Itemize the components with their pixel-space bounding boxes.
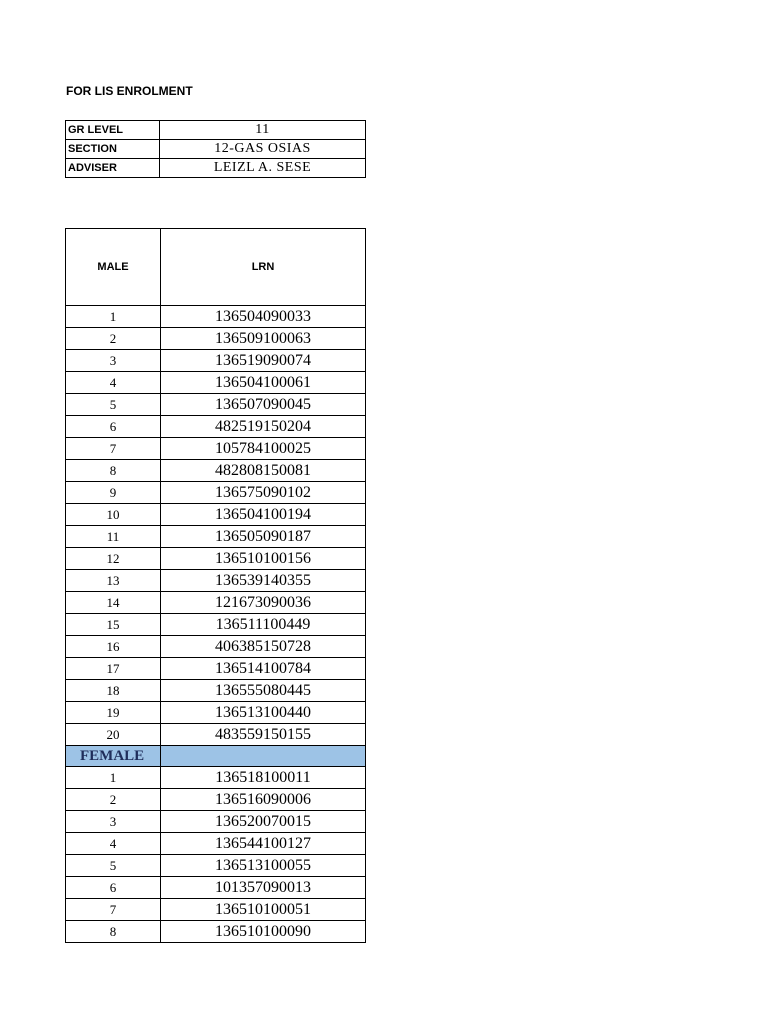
lrn-value: 136519090074 <box>161 350 366 372</box>
lrn-value: 406385150728 <box>161 636 366 658</box>
row-number: 20 <box>66 724 161 746</box>
male-row <box>66 438 366 460</box>
row-number: 15 <box>66 614 161 636</box>
row-number: 5 <box>66 855 161 877</box>
lrn-value: 136511100449 <box>161 614 366 636</box>
female-section-header <box>66 746 366 767</box>
lrn-value: 136513100055 <box>161 855 366 877</box>
row-number: 12 <box>66 548 161 570</box>
male-row <box>66 614 366 636</box>
row-number: 19 <box>66 702 161 724</box>
lrn-value: 136510100051 <box>161 899 366 921</box>
lrn-value: 105784100025 <box>161 438 366 460</box>
lrn-value: 136505090187 <box>161 526 366 548</box>
male-row <box>66 372 366 394</box>
info-row-adviser <box>66 159 366 178</box>
lrn-value: 121673090036 <box>161 592 366 614</box>
row-number: 4 <box>66 372 161 394</box>
female-row <box>66 877 366 899</box>
male-row <box>66 328 366 350</box>
row-number: 11 <box>66 526 161 548</box>
row-number: 4 <box>66 833 161 855</box>
row-number: 17 <box>66 658 161 680</box>
info-row-section <box>66 140 366 159</box>
row-number: 6 <box>66 877 161 899</box>
male-row <box>66 680 366 702</box>
lrn-value: 482808150081 <box>161 460 366 482</box>
female-row <box>66 921 366 943</box>
row-number: 2 <box>66 789 161 811</box>
roster-table <box>65 228 366 943</box>
lrn-value: 136539140355 <box>161 570 366 592</box>
lrn-value: 136518100011 <box>161 767 366 789</box>
row-number: 1 <box>66 767 161 789</box>
lrn-value: 136504100194 <box>161 504 366 526</box>
lrn-value: 136513100440 <box>161 702 366 724</box>
row-number: 18 <box>66 680 161 702</box>
info-label: ADVISER <box>66 159 160 178</box>
page-title: FOR LIS ENROLMENT <box>66 84 193 98</box>
male-row <box>66 526 366 548</box>
roster-header <box>66 229 366 306</box>
lrn-value: 101357090013 <box>161 877 366 899</box>
lrn-header: LRN <box>161 229 366 306</box>
info-value: 12-GAS OSIAS <box>160 140 366 159</box>
male-row <box>66 306 366 328</box>
female-row <box>66 811 366 833</box>
lrn-value: 136520070015 <box>161 811 366 833</box>
info-value: LEIZL A. SESE <box>160 159 366 178</box>
row-number: 8 <box>66 460 161 482</box>
row-number: 8 <box>66 921 161 943</box>
row-number: 2 <box>66 328 161 350</box>
male-row <box>66 416 366 438</box>
male-row <box>66 658 366 680</box>
class-info-table <box>65 120 366 178</box>
lrn-value: 136544100127 <box>161 833 366 855</box>
row-number: 9 <box>66 482 161 504</box>
male-row <box>66 702 366 724</box>
female-row <box>66 855 366 877</box>
info-value: 11 <box>160 121 366 140</box>
male-row <box>66 636 366 658</box>
male-row <box>66 350 366 372</box>
lrn-value: 136510100090 <box>161 921 366 943</box>
lrn-value: 136516090006 <box>161 789 366 811</box>
row-number: 14 <box>66 592 161 614</box>
lrn-value: 136504090033 <box>161 306 366 328</box>
male-row <box>66 394 366 416</box>
male-row <box>66 724 366 746</box>
lrn-value: 136514100784 <box>161 658 366 680</box>
female-row <box>66 833 366 855</box>
lrn-value: 136507090045 <box>161 394 366 416</box>
male-header: MALE <box>66 229 161 306</box>
male-row <box>66 592 366 614</box>
lrn-value: 136510100156 <box>161 548 366 570</box>
female-header-blank <box>161 746 366 767</box>
male-row <box>66 482 366 504</box>
male-row <box>66 504 366 526</box>
lrn-value: 482519150204 <box>161 416 366 438</box>
lrn-value: 136575090102 <box>161 482 366 504</box>
lrn-value: 136555080445 <box>161 680 366 702</box>
row-number: 3 <box>66 350 161 372</box>
info-label: SECTION <box>66 140 160 159</box>
row-number: 1 <box>66 306 161 328</box>
female-row <box>66 789 366 811</box>
lrn-value: 136504100061 <box>161 372 366 394</box>
row-number: 5 <box>66 394 161 416</box>
row-number: 6 <box>66 416 161 438</box>
female-label: FEMALE <box>66 746 161 767</box>
row-number: 3 <box>66 811 161 833</box>
lrn-value: 483559150155 <box>161 724 366 746</box>
male-row <box>66 570 366 592</box>
row-number: 7 <box>66 899 161 921</box>
male-row <box>66 460 366 482</box>
female-row <box>66 899 366 921</box>
row-number: 13 <box>66 570 161 592</box>
male-row <box>66 548 366 570</box>
row-number: 16 <box>66 636 161 658</box>
info-row-grade-level <box>66 121 366 140</box>
lrn-value: 136509100063 <box>161 328 366 350</box>
row-number: 10 <box>66 504 161 526</box>
row-number: 7 <box>66 438 161 460</box>
info-label: GR LEVEL <box>66 121 160 140</box>
female-row <box>66 767 366 789</box>
